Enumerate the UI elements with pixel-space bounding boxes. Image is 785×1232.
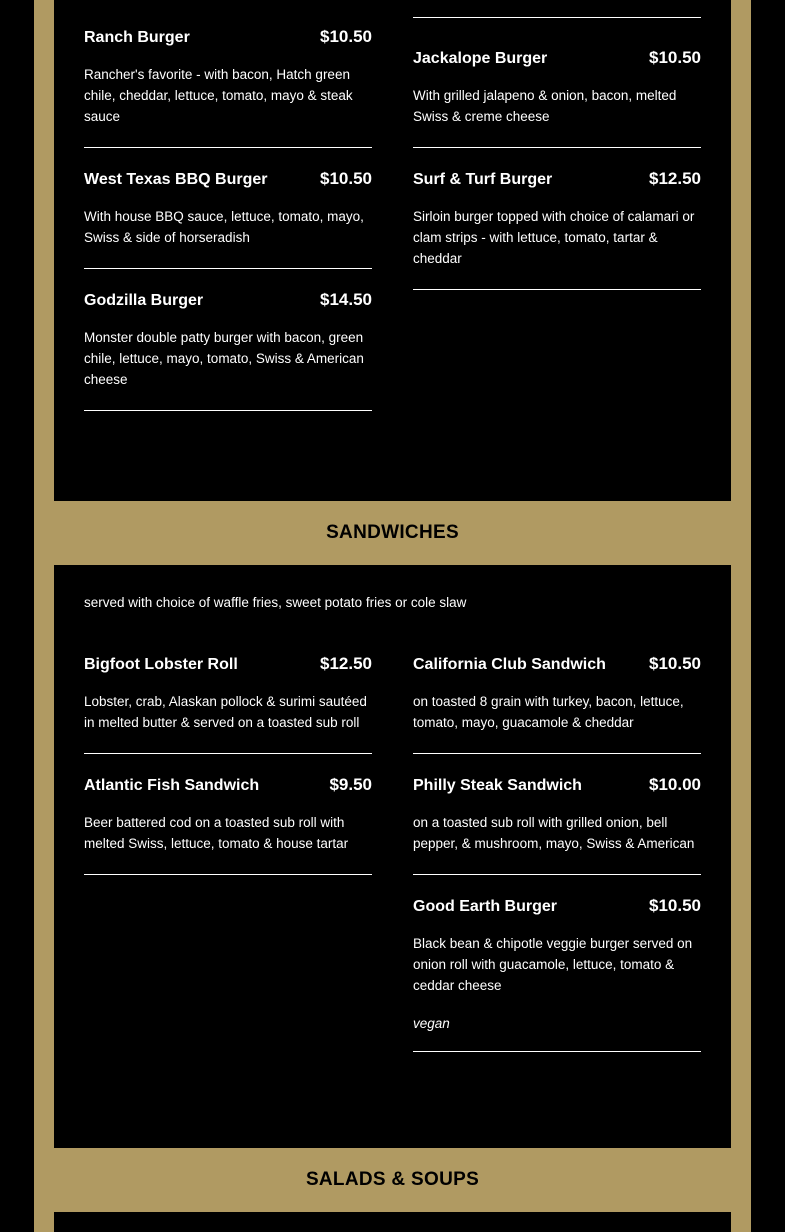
item-price: $14.50 [320,290,372,309]
item-description: Monster double patty burger with bacon, green chile, lettuce, mayo, tomato, Swiss & American cheese [84,330,364,387]
item-price: $10.50 [649,654,701,673]
menu-item [413,875,701,1052]
item-name: Atlantic Fish Sandwich [84,777,260,794]
item-price: $10.50 [320,27,372,46]
section-note: served with choice of waffle fries, sweet potato fries or cole slaw [84,595,467,610]
menu-item [84,6,372,148]
menu-item [413,633,701,754]
burgers-right-column [413,27,701,290]
section-header-sandwiches [54,501,731,565]
menu-item [84,269,372,411]
item-description: With house BBQ sauce, lettuce, tomato, mayo, Swiss & side of horseradish [84,209,364,245]
menu-item [413,27,701,148]
item-name: West Texas BBQ Burger [84,171,268,188]
section-title: SANDWICHES [326,522,459,543]
item-description: Sirloin burger topped with choice of calamari or clam strips - with lettuce, tomato, tartar & cheddar [413,209,695,266]
item-name: Godzilla Burger [84,292,204,309]
menu-item [84,148,372,269]
menu-item [413,754,701,875]
item-price: $12.50 [320,654,372,673]
item-description: Rancher's favorite - with bacon, Hatch green chile, cheddar, lettuce, tomato, mayo & steak sauce [84,67,353,124]
item-price: $10.50 [649,48,701,67]
item-name: Surf & Turf Burger [413,171,553,188]
menu-item [84,754,372,875]
item-name: Good Earth Burger [413,898,558,915]
item-name: Bigfoot Lobster Roll [84,656,238,673]
divider [413,17,701,18]
item-description: Beer battered cod on a toasted sub roll with melted Swiss, lettuce, tomato & house tartar [84,815,349,851]
item-price: $10.50 [649,896,701,915]
item-price: $12.50 [649,169,701,188]
item-description: Lobster, crab, Alaskan pollock & surimi sautéed in melted butter & served on a toasted sub roll [84,694,367,730]
item-description: on toasted 8 grain with turkey, bacon, lettuce, tomato, mayo, guacamole & cheddar [413,694,684,730]
item-description: on a toasted sub roll with grilled onion, bell pepper, & mushroom, mayo, Swiss & American [413,815,695,851]
item-name: Jackalope Burger [413,50,548,67]
item-name: California Club Sandwich [413,656,606,673]
item-price: $10.50 [320,169,372,188]
item-name: Ranch Burger [84,29,190,46]
burgers-left-column [84,6,372,411]
item-dietary-tag: vegan [413,1016,450,1031]
item-name: Philly Steak Sandwich [413,777,582,794]
item-description: With grilled jalapeno & onion, bacon, melted Swiss & creme cheese [413,88,677,124]
section-title: SALADS & SOUPS [305,1169,480,1190]
section-header-salads-soups [54,1148,731,1212]
menu-item [413,148,701,290]
item-price: $10.00 [649,775,701,794]
sandwiches-right-column [413,633,701,1052]
salads-panel [54,1212,731,1232]
item-description: Black bean & chipotle veggie burger served on onion roll with guacamole, lettuce, tomato & ceddar cheese [413,936,693,993]
item-price: $9.50 [329,775,372,794]
sandwiches-left-column [84,633,372,875]
menu-item [84,633,372,754]
